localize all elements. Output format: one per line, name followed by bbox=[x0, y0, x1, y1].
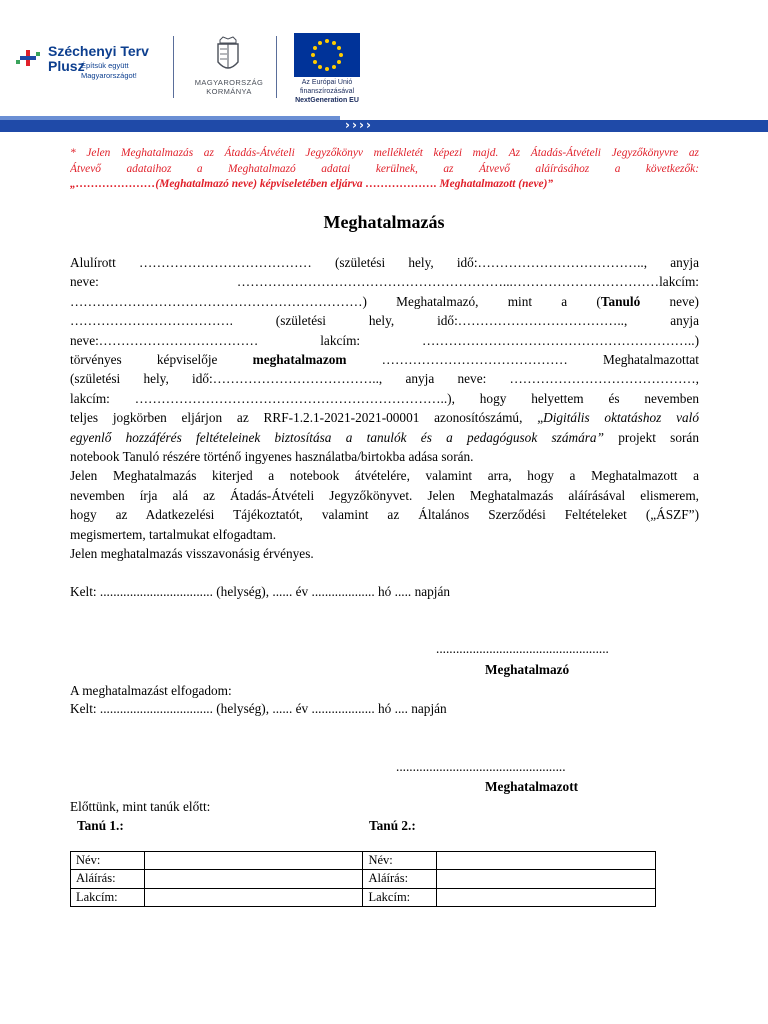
eu-line1: Az Európai Unió bbox=[301, 79, 353, 86]
body-line: (születési hely, idő:……………………………….., anyja neve: ……………………………………, bbox=[70, 371, 699, 387]
body-line: törvényes képviselője meghatalmazom …………………………………… Meghatalmazottat bbox=[70, 352, 699, 368]
witness1-signature-label: Aláírás: bbox=[71, 870, 145, 888]
table-row bbox=[71, 888, 656, 906]
body-line: Jelen Meghatalmazás kiterjed a notebook átvételére, valamint arra, hogy a Meghatalmazott a bbox=[70, 468, 699, 484]
logo-divider bbox=[173, 36, 174, 98]
body-line: hogy az Adatkezelési Tájékoztatót, valamint az Általános Szerződési Feltételeket („ÁSZF”) bbox=[70, 507, 699, 523]
body-line: Jelen meghatalmazás visszavonásig érvényes. bbox=[70, 546, 314, 562]
body-line: nevemben írja alá az Átadás-Átvételi Jegyzőkönyvet. Jelen Meghatalmazás aláírásával elismerem, bbox=[70, 487, 699, 503]
witness2-signature-field[interactable] bbox=[437, 870, 656, 888]
signature-line-authorized: ................................................... bbox=[396, 759, 566, 774]
signature-label-authorizer: Meghatalmazó bbox=[485, 662, 570, 677]
note-line: „…………………(Meghatalmazó neve) képviseletében eljárva ………………. Meghatalmazott (neve)” bbox=[70, 178, 554, 190]
body-line: lakcím: ……………………………………………………………..), hogy helyettem és nevemben bbox=[70, 390, 699, 406]
date-place-line-authorized: Kelt: .................................. (helység), ...... év ................... hó .... napján bbox=[70, 701, 447, 716]
witness1-name-label: Név: bbox=[71, 852, 145, 870]
body-line: megismertem, tartalmukat elfogadtam. bbox=[70, 526, 277, 542]
body-line: teljes jogkörben eljárjon az RRF-1.2.1-2021-2021-00001 azonosítószámú, „Digitális oktatáshoz való bbox=[70, 410, 699, 426]
note-line: Átvevő adataihoz a Meghatalmazó adatai kerülnek, az Átvevő aláírásához a következők: bbox=[70, 162, 699, 175]
header-banner bbox=[0, 0, 768, 132]
eu-line2: finanszírozásával bbox=[299, 88, 355, 95]
body-line: …………………………………………………………) Meghatalmazó, mint a (Tanuló neve) bbox=[70, 293, 699, 309]
body-line: notebook Tanuló részére történő ingyenes használatba/birtokba adása során. bbox=[70, 449, 474, 465]
szechenyi-title-line2: Plusz bbox=[48, 58, 85, 74]
witness1-signature-field[interactable] bbox=[144, 870, 363, 888]
attachment-note bbox=[70, 146, 699, 193]
szechenyi-tagline-line1: Építsük együtt bbox=[81, 61, 129, 70]
witness2-signature-label: Aláírás: bbox=[363, 870, 437, 888]
witness2-name-label: Név: bbox=[363, 852, 437, 870]
witness2-address-field[interactable] bbox=[437, 888, 656, 906]
date-place-line-authorizer: Kelt: .................................. (helység), ...... év ................... hó ..... napján bbox=[70, 584, 451, 599]
witness1-address-field[interactable] bbox=[144, 888, 363, 906]
witness-2-heading: Tanú 2.: bbox=[369, 818, 416, 833]
body-line: Alulírott ………………………………… (születési hely, idő:……………………………….., anyja bbox=[70, 255, 699, 270]
witness1-address-label: Lakcím: bbox=[71, 888, 145, 906]
government-line1: MAGYARORSZÁG bbox=[194, 78, 264, 87]
hungary-coat-of-arms-icon bbox=[214, 36, 242, 76]
banner-stripe bbox=[0, 120, 768, 132]
eu-line3: NextGeneration EU bbox=[295, 97, 359, 104]
chevron-right-icon: › bbox=[359, 118, 364, 132]
chevron-right-icon: › bbox=[352, 118, 357, 132]
signature-line-authorizer: .................................................... bbox=[436, 641, 609, 656]
szechenyi-tagline bbox=[81, 61, 137, 81]
government-logo-text bbox=[184, 78, 274, 96]
witness1-name-field[interactable] bbox=[144, 852, 363, 870]
witness-1-heading: Tanú 1.: bbox=[77, 818, 124, 833]
body-line: ………………………………. (születési hely, idő:……………………………….., anyja bbox=[70, 313, 699, 329]
table-row bbox=[71, 852, 656, 870]
szechenyi-tagline-line2: Magyarországot! bbox=[81, 71, 137, 80]
note-line: * Jelen Meghatalmazás az Átadás-Átvételi Jegyzőkönyv mellékletét képezi majd. Az Átadás-Átvételi Jegyzőkönyvre az bbox=[70, 147, 699, 159]
document-title: Meghatalmazás bbox=[323, 212, 445, 232]
witness-table bbox=[70, 851, 656, 907]
eu-flag-icon bbox=[294, 33, 360, 77]
body-line: neve:……………………………… lakcím: ……………………………………………………..) bbox=[70, 332, 699, 348]
government-line2: KORMÁNYA bbox=[206, 87, 252, 96]
witness2-name-field[interactable] bbox=[437, 852, 656, 870]
signature-label-authorized: Meghatalmazott bbox=[485, 779, 579, 794]
szechenyi-title-line1: Széchenyi Terv bbox=[48, 43, 149, 59]
table-row bbox=[71, 870, 656, 888]
eu-funding-text bbox=[282, 78, 372, 105]
witnesses-intro: Előttünk, mint tanúk előtt: bbox=[70, 799, 211, 814]
body-line: neve: ……………………………………………………...……………………………lakcím: bbox=[70, 274, 699, 290]
logo-divider bbox=[276, 36, 277, 98]
chevron-right-icon: › bbox=[345, 118, 350, 132]
witness2-address-label: Lakcím: bbox=[363, 888, 437, 906]
acceptance-statement: A meghatalmazást elfogadom: bbox=[70, 683, 232, 698]
body-line: egyenlő hozzáférés feltételeinek biztosítása a tanulók és a pedagógusok számára” projekt során bbox=[70, 429, 699, 445]
chevron-right-icon: › bbox=[366, 118, 371, 132]
eu-stars-icon bbox=[294, 33, 360, 77]
authorization-body bbox=[70, 253, 699, 564]
